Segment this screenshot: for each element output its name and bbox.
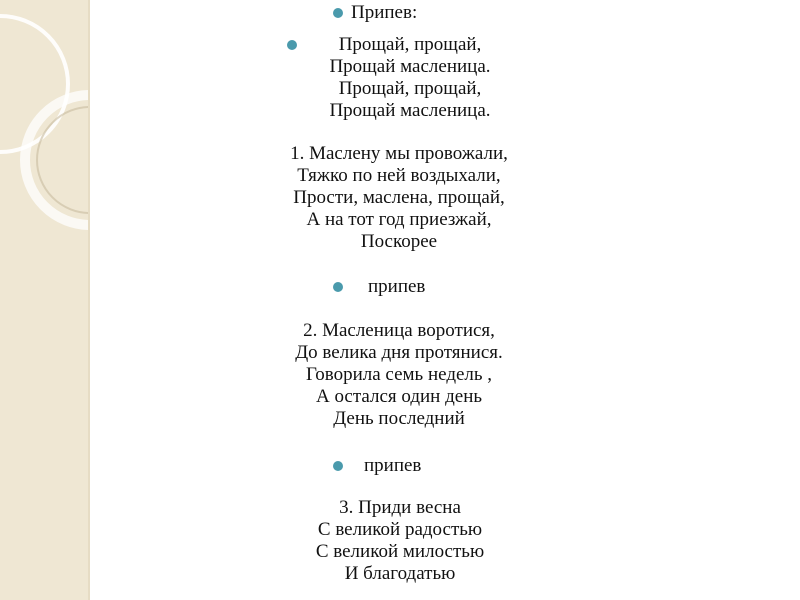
verse-line: Прости, маслена, прощай, (293, 187, 505, 208)
side-panel-edge (88, 0, 90, 600)
verse-line: А на тот год приезжай, (306, 209, 492, 230)
chorus-line: Прощай, прощай, (338, 34, 482, 55)
verse-line: С великой милостью (315, 541, 485, 562)
verse-line: Тяжко по ней воздыхали, (297, 165, 501, 186)
verse-line: 2. Масленица воротися, (303, 320, 495, 341)
bullet-icon (333, 8, 343, 18)
verse-line: И благодатью (344, 563, 456, 584)
verse-line: Говорила семь недель , (305, 364, 493, 385)
verse-line: А остался один день (315, 386, 483, 407)
verse-line: Поскорее (360, 231, 438, 252)
verse-line: День последний (333, 408, 465, 429)
verse-3-block (270, 497, 530, 585)
bullet-icon (333, 282, 343, 292)
chorus-line: Прощай масленица. (329, 100, 491, 121)
chorus-block (290, 34, 530, 122)
verse-2-block (258, 320, 540, 430)
bullet-icon (333, 461, 343, 471)
decorative-side-panel (0, 0, 88, 600)
verse-line: 1. Маслену мы провожали, (290, 143, 508, 164)
pripev-heading: Припев: (351, 2, 418, 23)
verse-line: До велика дня протянися. (295, 342, 503, 363)
verse-line: С великой радостью (317, 519, 483, 540)
verse-line: 3. Приди весна (339, 497, 461, 518)
chorus-line: Прощай, прощай, (338, 78, 482, 99)
chorus-line: Прощай масленица. (329, 56, 491, 77)
verse-1-block (258, 143, 540, 253)
pripev-label: припев (368, 276, 426, 297)
pripev-label: припев (364, 455, 422, 476)
